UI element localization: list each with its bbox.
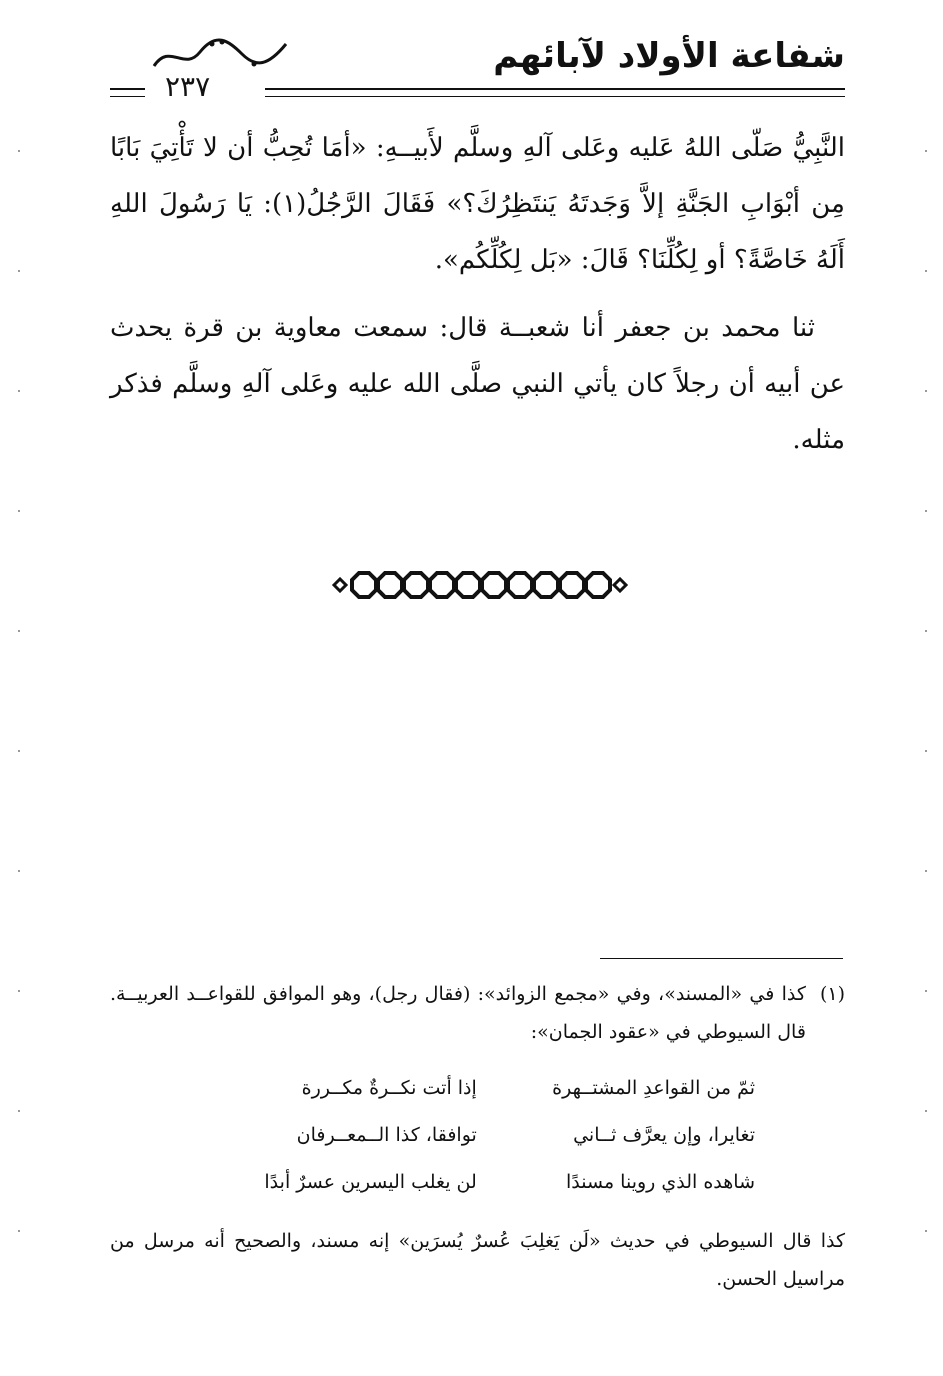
scan-speck: [18, 270, 20, 272]
page-header: [110, 30, 845, 103]
main-text: [110, 120, 845, 468]
hemistich: شاهده الذي روينا مسندًا: [566, 1171, 755, 1193]
ornament-link: [508, 573, 532, 597]
poem-verse: [220, 1065, 755, 1112]
hemistich: توافقا، كذا الــمعــرفان: [296, 1124, 477, 1146]
running-title: شفاعة الأولاد لآبائهم: [493, 36, 845, 76]
header-rule-left: [110, 88, 145, 97]
paragraph: ثنا محمد بن جعفر أنا شعبــة قال: سمعت معاوية بن قرة يحدث عن أبيه أن رجلاً كان يأتي النبي صلَّى الله عليه وعَلى آلهِ وسلَّم فذكر مثله.: [110, 313, 845, 455]
chapter-end-ornament-icon: [330, 565, 630, 605]
footnote-number: (١): [819, 983, 845, 1005]
page-number: ٢٣٧: [165, 70, 211, 103]
scan-speck: [18, 510, 20, 512]
poem-verse: [220, 1112, 755, 1159]
footnotes: [110, 975, 845, 1298]
hemistich: تغايرا، وإن يعرَّف ثــاني: [573, 1124, 755, 1146]
scan-speck: [18, 630, 20, 632]
footnote: [110, 975, 845, 1051]
scan-speck: [925, 270, 927, 272]
scan-speck: [18, 990, 20, 992]
scan-speck: [925, 390, 927, 392]
ornament-link: [456, 573, 480, 597]
ornament-link: [586, 573, 610, 597]
scan-speck: [18, 150, 20, 152]
scan-speck: [925, 510, 927, 512]
calligraphic-ornament-icon: [150, 36, 290, 72]
footnote-separator: [600, 958, 843, 959]
poem: [110, 1065, 845, 1206]
paragraph: النَّبِيُّ صَلّى اللهُ عَليه وعَلى آلهِ وسلَّم لأَبيــهِ: «أمَا تُحِبُّ أن لا تَأْتِيَ بَابًا مِن أبْوَابِ الجَنَّةِ إلاَّ وَجَدتَهُ يَنتَظِرُكَ؟» فَقَالَ الرَّجُلُ(١): يَا رَسُولَ اللهِ أَلَهُ خَاصَّةً؟ أو لِكُلِّنَا؟ قَالَ: «بَل لِكُلِّكُم».: [110, 133, 845, 275]
header-rule: [265, 88, 845, 97]
ornament-link: [534, 573, 558, 597]
scan-speck: [925, 1230, 927, 1232]
scan-speck: [18, 870, 20, 872]
hemistich: إذا أتت نكــرةٌ مكــررة: [301, 1077, 477, 1099]
ornament-link: [560, 573, 584, 597]
scan-speck: [18, 390, 20, 392]
ornament-link: [482, 573, 506, 597]
scan-speck: [925, 1110, 927, 1112]
hemistich: لن يغلب اليسرين عسرٌ أبدًا: [264, 1171, 477, 1193]
ornament-link: [430, 573, 454, 597]
ornament-link: [378, 573, 402, 597]
hemistich: ثمّ من القواعدِ المشتــهرة: [552, 1077, 755, 1099]
ornament-link: [352, 573, 376, 597]
scan-speck: [925, 150, 927, 152]
scan-speck: [925, 750, 927, 752]
scan-speck: [18, 1110, 20, 1112]
scan-speck: [925, 990, 927, 992]
footnote-text: كذا في «المسند»، وفي «مجمع الزوائد»: (فقال رجل)، وهو الموافق للقواعــد العربيــة. قال السيوطي في «عقود الجمان»:: [110, 983, 806, 1043]
scan-speck: [18, 1230, 20, 1232]
poem-verse: [220, 1159, 755, 1206]
scan-speck: [925, 630, 927, 632]
scan-speck: [925, 870, 927, 872]
ornament-link: [404, 573, 428, 597]
scan-speck: [18, 750, 20, 752]
footnote-closing: كذا قال السيوطي في حديث «لَن يَغلِبَ عُسرٌ يُسرَين» إنه مسند، والصحيح أنه مرسل من مراسيل الحسن.: [110, 1230, 845, 1290]
